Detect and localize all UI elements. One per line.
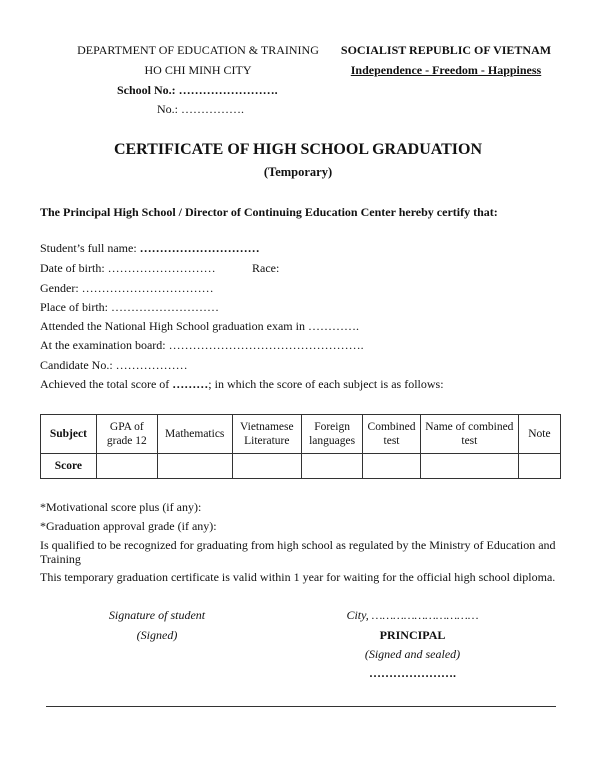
- certify-statement: The Principal High School / Director of Continuing Education Center hereby certify that:: [40, 205, 498, 219]
- approval-grade-note: *Graduation approval grade (if any):: [40, 519, 217, 533]
- score-cell[interactable]: [302, 454, 363, 479]
- national-motto: Independence - Freedom - Happiness: [350, 63, 542, 77]
- total-score-blank: ………: [172, 377, 209, 391]
- total-score-prefix: Achieved the total score of: [40, 377, 173, 391]
- total-score-field: [40, 377, 444, 392]
- full-name-blank: …………………………: [139, 241, 260, 255]
- score-cell[interactable]: [157, 454, 232, 479]
- country-name: SOCIALIST REPUBLIC OF VIETNAM: [340, 43, 552, 57]
- city-name: HO CHI MINH CITY: [144, 63, 252, 77]
- score-row: [41, 454, 561, 479]
- principal-title: PRINCIPAL: [379, 628, 446, 642]
- table-header-row: [41, 415, 561, 454]
- qualification-statement: Is qualified to be recognized for graduating from high school as regulated by the Ministry of Education and Training: [40, 538, 556, 566]
- race-field: Race:: [252, 261, 280, 275]
- header-combined-test: Combined test: [363, 415, 421, 454]
- header-combined-test-name: Name of combined test: [420, 415, 518, 454]
- full-name-label: Student’s full name:: [40, 241, 140, 255]
- score-cell[interactable]: [420, 454, 518, 479]
- score-cell[interactable]: [518, 454, 560, 479]
- total-score-suffix: ; in which the score of each subject is as follows:: [208, 377, 444, 391]
- full-name-field: [40, 241, 260, 256]
- principal-signed-note: (Signed and sealed): [364, 647, 461, 661]
- score-row-label: Score: [41, 454, 97, 479]
- score-cell[interactable]: [96, 454, 157, 479]
- motivational-score-note: *Motivational score plus (if any):: [40, 500, 202, 514]
- place-of-birth-field: Place of birth: ………………………: [40, 300, 219, 314]
- score-cell[interactable]: [363, 454, 421, 479]
- department-name: DEPARTMENT OF EDUCATION & TRAINING: [77, 43, 319, 57]
- city-date-line: City, …………………………: [346, 608, 479, 622]
- page-title: CERTIFICATE OF HIGH SCHOOL GRADUATION: [113, 141, 483, 158]
- exam-attended-field: Attended the National High School graduation exam in ………….: [40, 319, 359, 333]
- scores-table: [40, 414, 561, 479]
- school-number: School No.: …………………….: [117, 83, 278, 97]
- score-cell[interactable]: [232, 454, 301, 479]
- header-literature: Vietnamese Literature: [232, 415, 301, 454]
- header-gpa: GPA of grade 12: [96, 415, 157, 454]
- certificate-number: No.: …………….: [157, 102, 244, 116]
- date-of-birth-field: Date of birth: ………………………: [40, 261, 216, 275]
- candidate-number-field: Candidate No.: ………………: [40, 358, 188, 372]
- principal-name-blank: ………………….: [369, 666, 456, 680]
- header-foreign-languages: Foreign languages: [302, 415, 363, 454]
- exam-board-field: At the examination board: ………………………………………….: [40, 338, 364, 352]
- student-signed-note: (Signed): [136, 628, 178, 642]
- page-subtitle: (Temporary): [263, 165, 333, 179]
- header-subject: Subject: [41, 415, 97, 454]
- validity-statement: This temporary graduation certificate is valid within 1 year for waiting for the official high school diploma.: [40, 570, 556, 584]
- bottom-divider: [46, 706, 556, 707]
- header-mathematics: Mathematics: [157, 415, 232, 454]
- gender-field: Gender: ……………………………: [40, 281, 214, 295]
- header-note: Note: [518, 415, 560, 454]
- student-signature-label: Signature of student: [108, 608, 206, 622]
